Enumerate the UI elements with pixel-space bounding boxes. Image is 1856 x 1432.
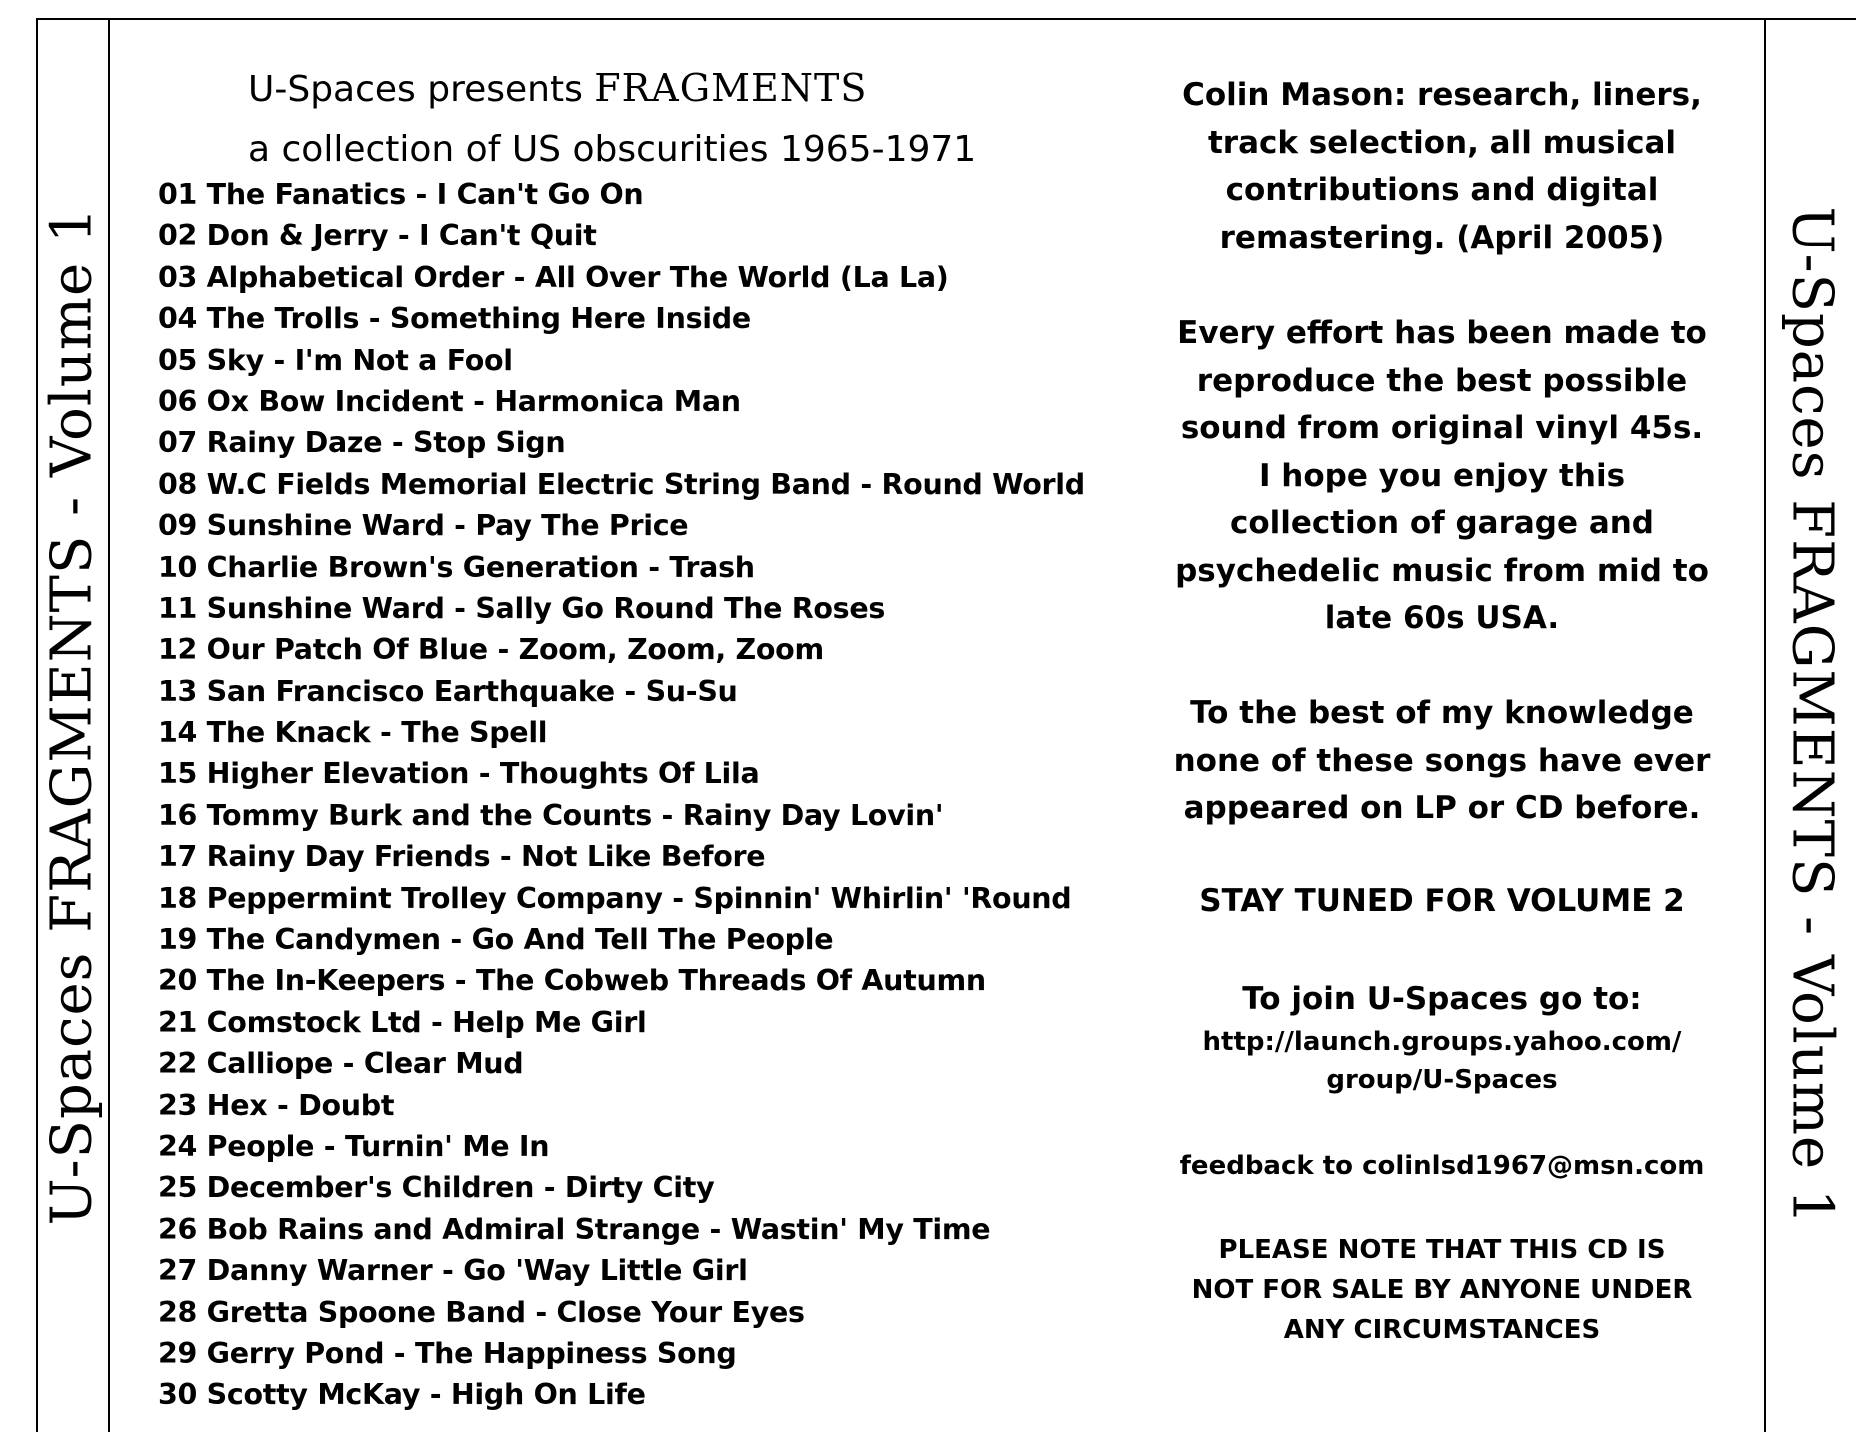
track-item: 21 Comstock Ltd - Help Me Girl [158, 1005, 647, 1039]
track-item: 15 Higher Elevation - Thoughts Of Lila [158, 757, 760, 791]
effort-line: I hope you enjoy this [1258, 457, 1626, 494]
track-item: 27 Danny Warner - Go 'Way Little Girl [158, 1254, 748, 1288]
track-item: 12 Our Patch Of Blue - Zoom, Zoom, Zoom [158, 633, 824, 667]
presents-prefix: U-Spaces presents [248, 69, 595, 110]
track-item: 22 Calliope - Clear Mud [158, 1047, 524, 1081]
track-item: 11 Sunshine Ward - Sally Go Round The Roses [158, 591, 886, 625]
credits-line: track selection, all musical [1207, 124, 1677, 161]
presents-line [248, 58, 976, 120]
track-item: 24 People - Turnin' Me In [158, 1129, 550, 1163]
effort-line: collection of garage and [1229, 505, 1654, 541]
knowledge-line: To the best of my knowledge [1190, 695, 1694, 731]
top-edge-line [36, 18, 1856, 20]
effort-line: reproduce the best possible [1196, 362, 1688, 399]
credits-line: contributions and digital [1225, 172, 1659, 208]
credits-block [1142, 72, 1742, 262]
left-edge-line [36, 18, 38, 1432]
effort-line: sound from original vinyl 45s. [1180, 410, 1704, 446]
track-item: 26 Bob Rains and Admiral Strange - Wastin' My Time [158, 1212, 991, 1246]
track-item: 05 Sky - I'm Not a Fool [158, 343, 513, 377]
track-item: 04 The Trolls - Something Here Inside [158, 302, 751, 336]
album-subtitle: a collection of US obscurities 1965-1971 [248, 129, 977, 170]
album-brand-title: FRAGMENTS [594, 66, 868, 110]
credits-line: remastering. (April 2005) [1219, 219, 1665, 256]
track-item: 13 San Francisco Earthquake - Su-Su [158, 674, 738, 708]
effort-line: Every effort has been made to [1177, 315, 1707, 351]
track-item: 20 The In-Keepers - The Cobweb Threads Of Autumn [158, 964, 986, 998]
join-block [1142, 976, 1742, 1099]
sale-note-line: NOT FOR SALE BY ANYONE UNDER [1191, 1275, 1693, 1305]
join-url-line-2: group/U-Spaces [1326, 1065, 1558, 1095]
track-item: 14 The Knack - The Spell [158, 716, 548, 750]
track-item: 16 Tommy Burk and the Counts - Rainy Day Lovin' [158, 798, 944, 832]
track-item: 02 Don & Jerry - I Can't Quit [158, 219, 597, 253]
track-item: 17 Rainy Day Friends - Not Like Before [158, 840, 766, 874]
track-item: 29 Gerry Pond - The Happiness Song [158, 1336, 737, 1370]
track-item: 30 Scotty McKay - High On Life [158, 1378, 646, 1412]
track-item: 19 The Candymen - Go And Tell The People [158, 923, 834, 957]
knowledge-block [1142, 690, 1742, 833]
track-item: 03 Alphabetical Order - All Over The World (La La) [158, 260, 949, 294]
track-item: 01 The Fanatics - I Can't Go On [158, 178, 644, 211]
track-item: 08 W.C Fields Memorial Electric String Band - Round World [158, 467, 1085, 501]
credits-line: Colin Mason: research, liners, [1182, 77, 1702, 113]
knowledge-line: none of these songs have ever [1173, 742, 1711, 779]
knowledge-line: appeared on LP or CD before. [1183, 790, 1701, 826]
track-item: 07 Rainy Daze - Stop Sign [158, 426, 566, 460]
track-item: 09 Sunshine Ward - Pay The Price [158, 509, 689, 543]
join-url-line-1: http://launch.groups.yahoo.com/ [1202, 1027, 1682, 1057]
stay-tuned-text: STAY TUNED FOR VOLUME 2 [1199, 883, 1685, 919]
left-spine-fold-line [108, 18, 110, 1432]
right-spine-title: U-Spaces FRAGMENTS - Volume 1 [1779, 206, 1845, 1226]
album-header [248, 58, 976, 180]
track-list [158, 174, 1085, 1416]
track-item: 18 Peppermint Trolley Company - Spinnin' Whirlin' 'Round [158, 881, 1072, 915]
sale-note-line: ANY CIRCUMSTANCES [1283, 1315, 1601, 1345]
sale-note-line: PLEASE NOTE THAT THIS CD IS [1218, 1235, 1666, 1265]
track-item: 23 Hex - Doubt [158, 1088, 395, 1122]
sale-note-block [1142, 1230, 1742, 1350]
right-spine-fold-line [1764, 18, 1766, 1432]
left-spine-title: U-Spaces FRAGMENTS - Volume 1 [39, 206, 105, 1226]
effort-block [1142, 310, 1742, 643]
effort-line: psychedelic music from mid to [1175, 552, 1709, 589]
track-item: 28 Gretta Spoone Band - Close Your Eyes [158, 1295, 805, 1329]
join-heading: To join U-Spaces go to: [1242, 981, 1642, 1017]
track-item: 25 December's Children - Dirty City [158, 1171, 715, 1205]
feedback-email-text: feedback to colinlsd1967@msn.com [1179, 1151, 1705, 1181]
effort-line: late 60s USA. [1324, 600, 1560, 636]
track-item: 10 Charlie Brown's Generation - Trash [158, 550, 755, 584]
track-item: 06 Ox Bow Incident - Harmonica Man [158, 384, 741, 418]
